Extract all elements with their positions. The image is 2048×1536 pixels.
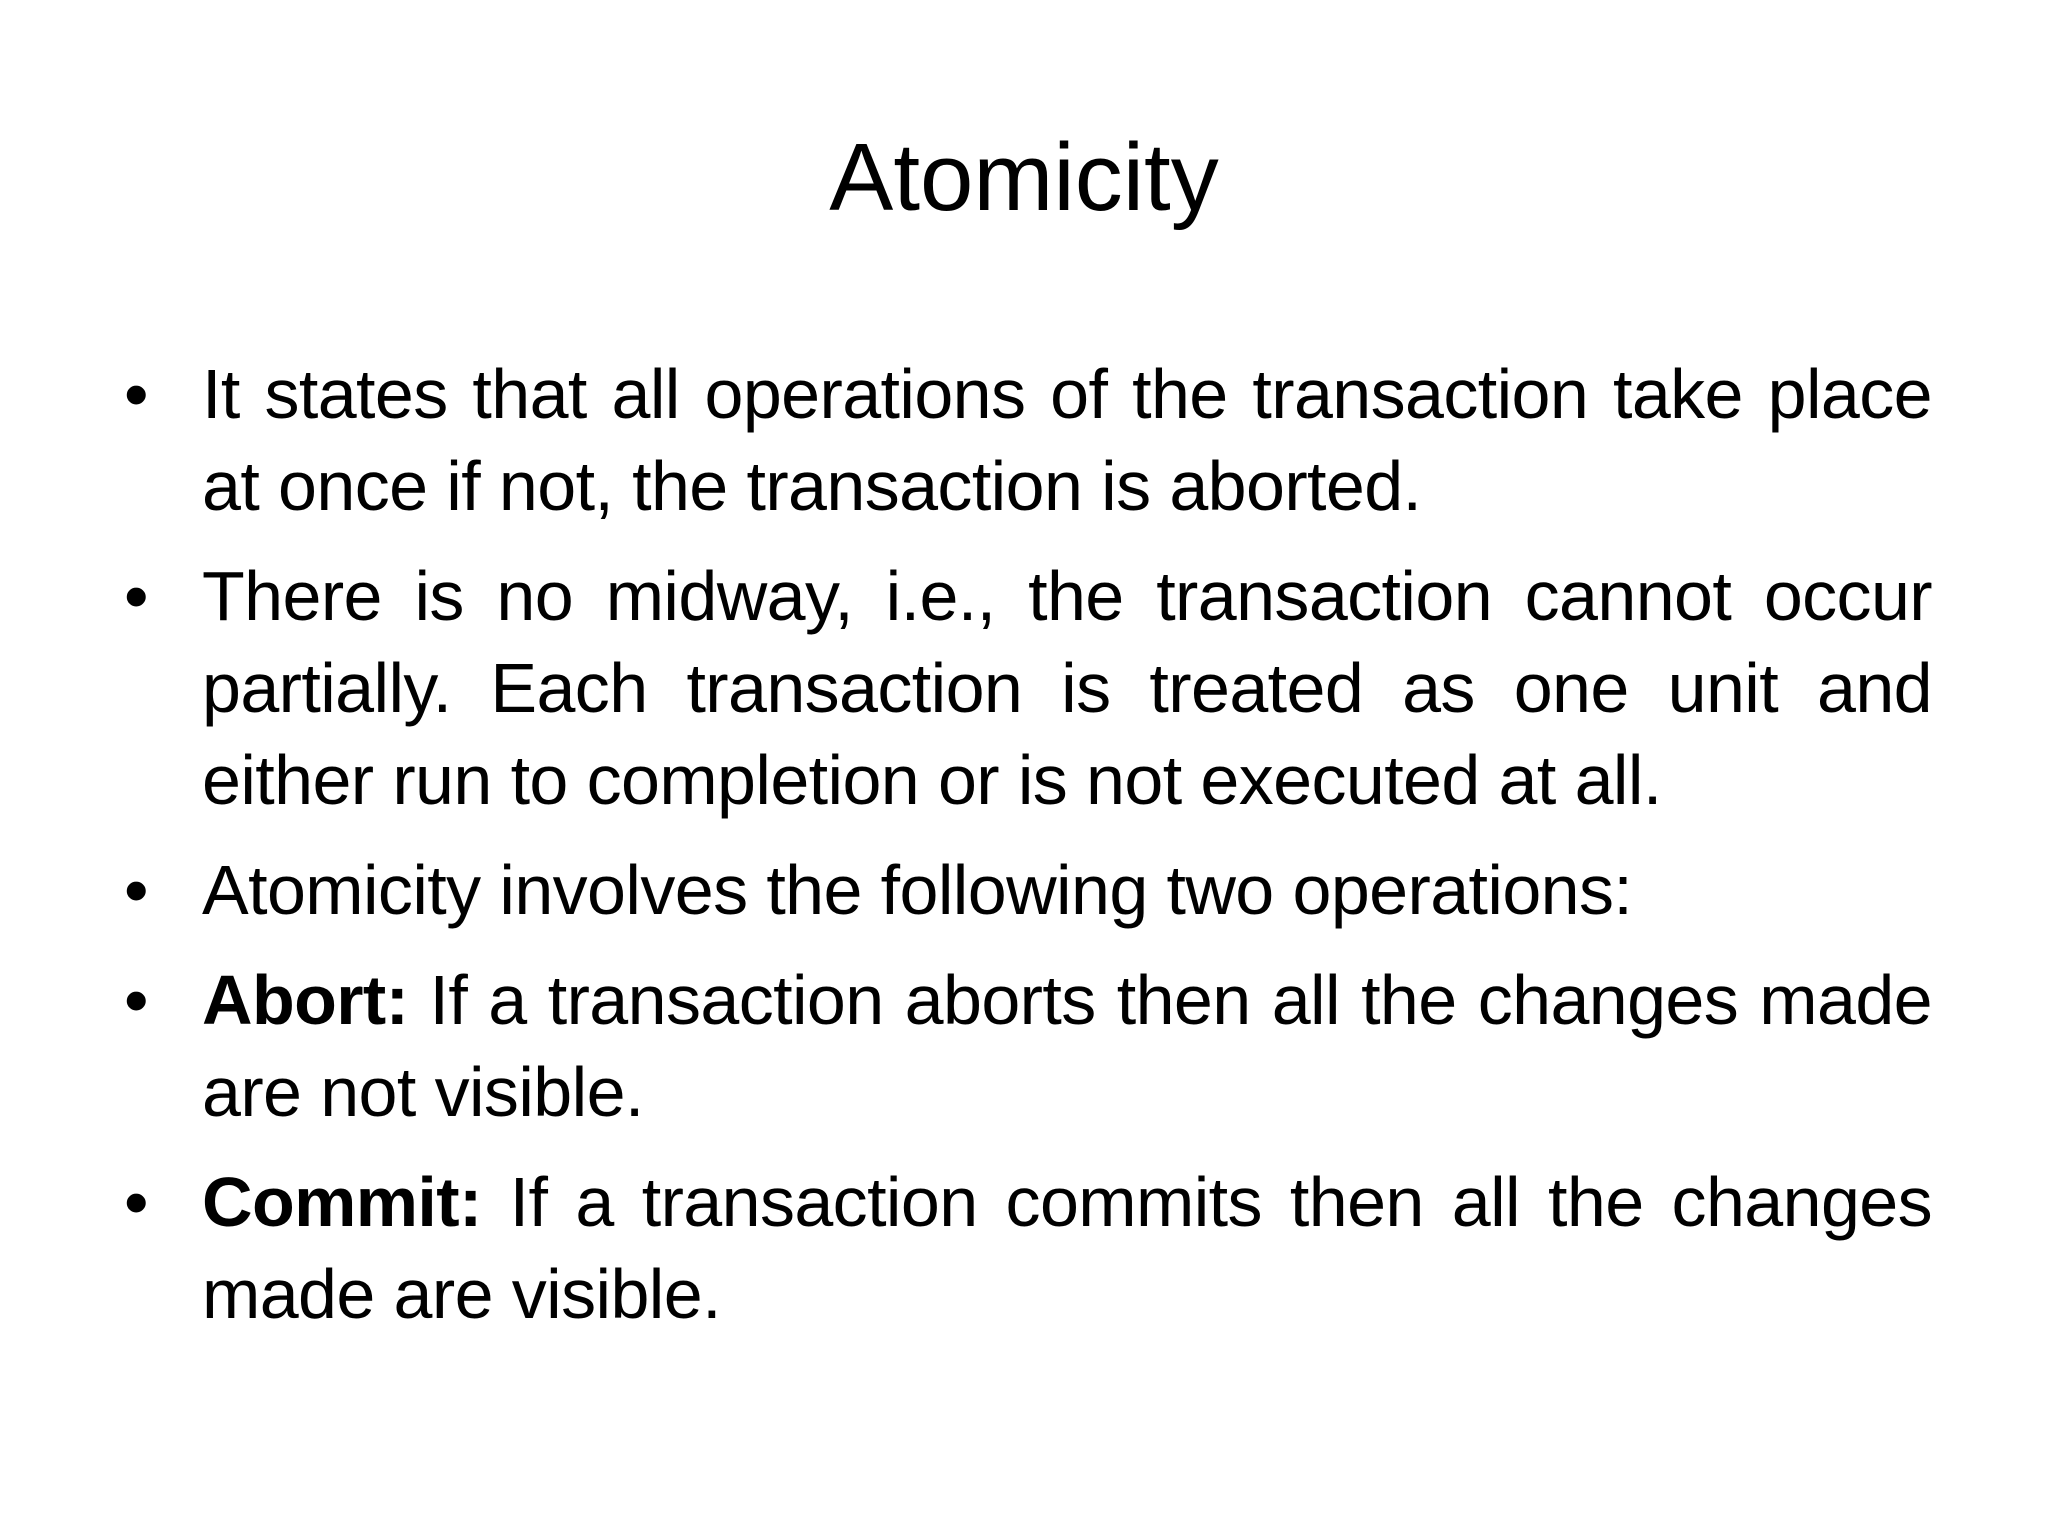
bullet-item-2 xyxy=(124,550,1932,826)
bullet-list xyxy=(124,348,1932,1358)
bullet-icon: • xyxy=(124,961,148,1039)
bullet-icon: • xyxy=(124,851,148,929)
bullet-icon: • xyxy=(124,1163,148,1241)
bullet-icon: • xyxy=(124,557,148,635)
bullet-text: If a transaction commits then all the changes made are visible. xyxy=(202,1163,1932,1333)
bullet-item-4 xyxy=(124,954,1932,1138)
bullet-term-commit: Commit: xyxy=(202,1163,482,1241)
bullet-text: It states that all operations of the transaction take place at once if not, the transaction is aborted. xyxy=(202,355,1932,525)
bullet-term-abort: Abort: xyxy=(202,961,409,1039)
bullet-text: Atomicity involves the following two operations: xyxy=(202,851,1633,929)
bullet-item-5 xyxy=(124,1156,1932,1340)
bullet-text: There is no midway, i.e., the transaction cannot occur partially. Each transaction is treated as one unit and either run to completion or is not executed at all. xyxy=(202,557,1932,819)
bullet-item-1 xyxy=(124,348,1932,532)
bullet-text: If a transaction aborts then all the changes made are not visible. xyxy=(202,961,1932,1131)
bullet-icon: • xyxy=(124,355,148,433)
bullet-item-3 xyxy=(124,844,1932,936)
slide-title: Atomicity xyxy=(829,124,1219,231)
